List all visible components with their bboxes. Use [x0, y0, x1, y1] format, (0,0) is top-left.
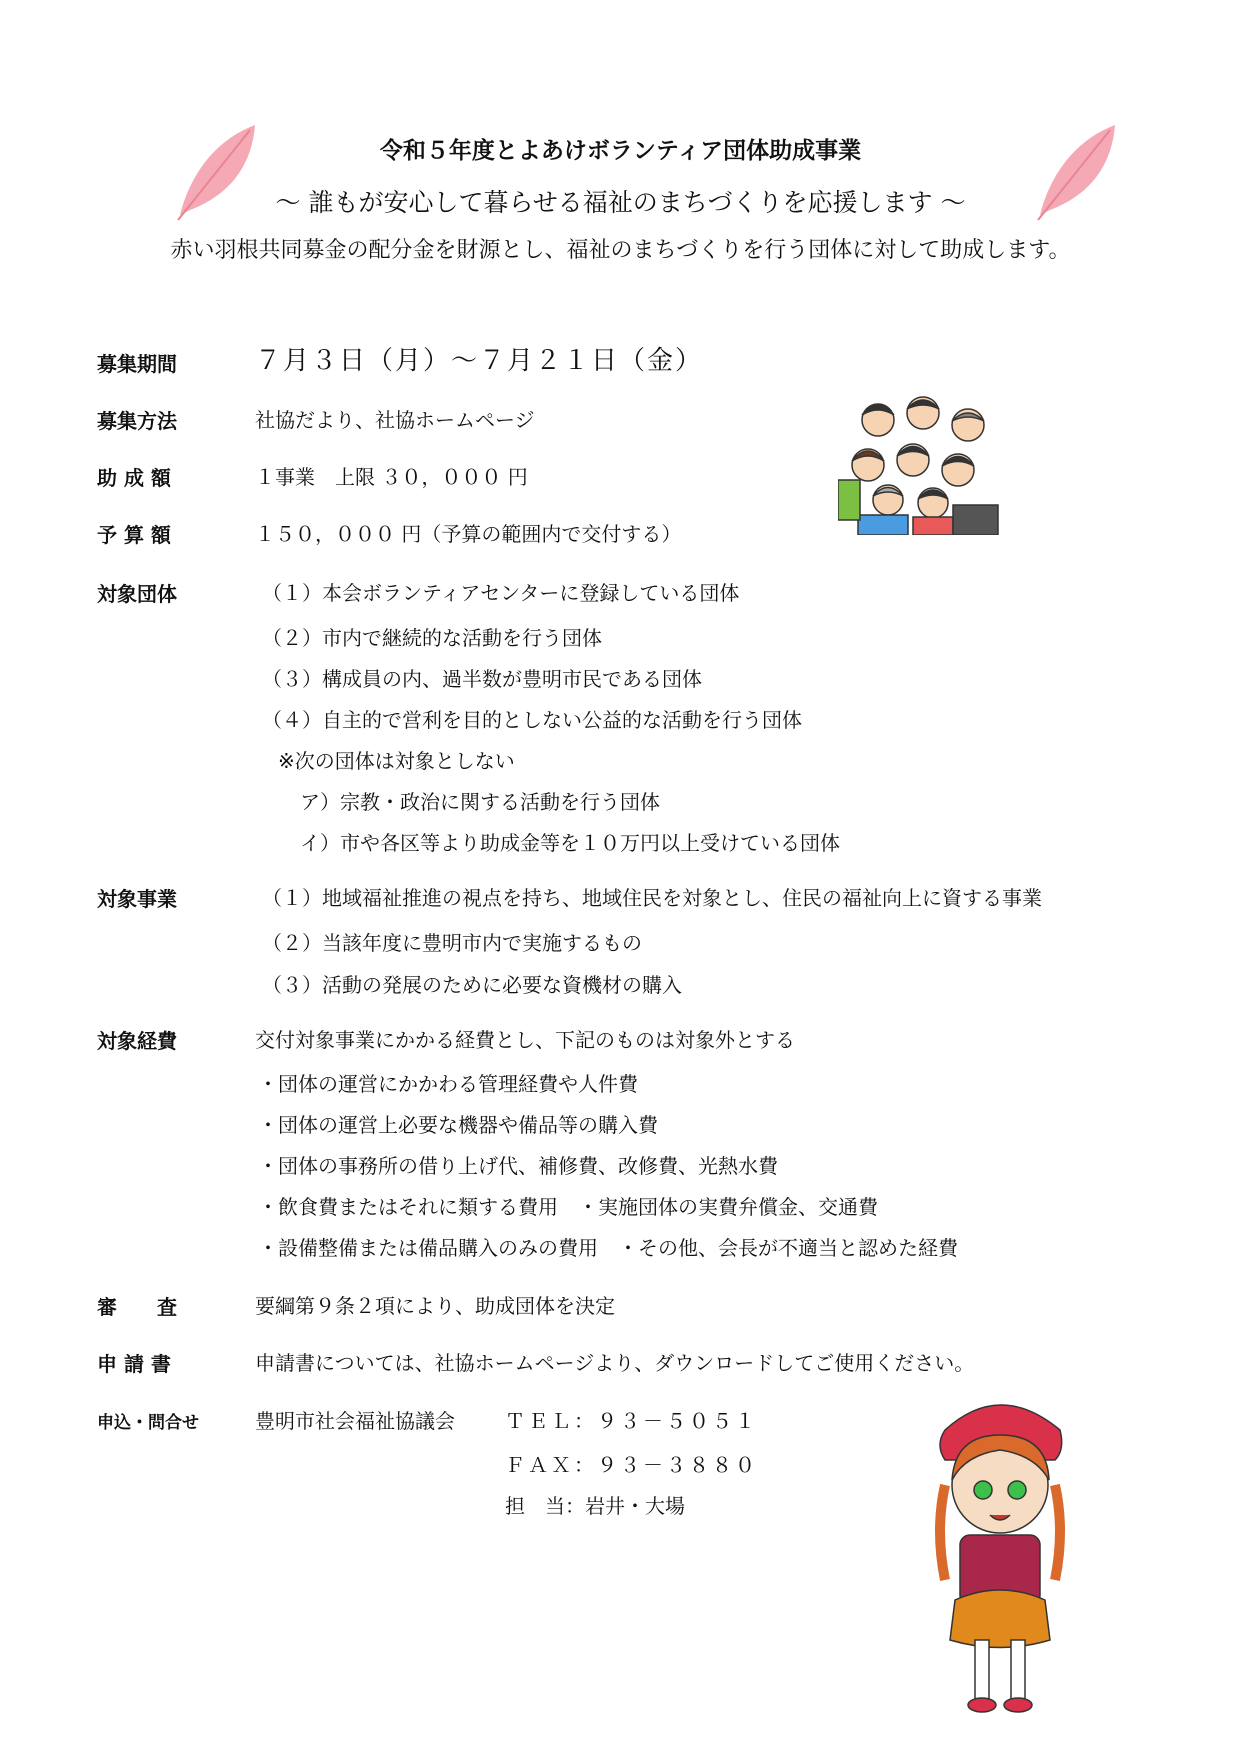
- contact-label: 申込・問合せ: [97, 1413, 199, 1433]
- document-title: 令和５年度とよあけボランティア団体助成事業: [379, 138, 862, 164]
- application-label: 申 請 書: [97, 1352, 171, 1376]
- target-groups-label: 対象団体: [97, 582, 177, 606]
- target-projects-label: 対象事業: [97, 887, 177, 911]
- target-project-item: （３）活動の発展のために必要な資機材の購入: [262, 973, 682, 997]
- target-group-exclusion: イ）市や各区等より助成金等を１０万円以上受けている団体: [300, 831, 840, 855]
- review-label: 審 査: [97, 1295, 177, 1319]
- target-cost-item: ・団体の事務所の借り上げ代、補修費、改修費、光熱水費: [258, 1154, 778, 1178]
- target-costs-label: 対象経費: [97, 1029, 177, 1053]
- period-label: 募集期間: [97, 352, 177, 376]
- document-subtitle: ～ 誰もが安心して暮らせる福祉のまちづくりを応援します ～: [275, 188, 966, 217]
- volunteer-group-illustration: [838, 385, 1008, 535]
- method-value: 社協だより、社協ホームページ: [255, 408, 535, 432]
- review-value: 要綱第９条２項により、助成団体を決定: [255, 1294, 615, 1318]
- budget-value: １５０，０００ 円（予算の範囲内で交付する）: [255, 522, 682, 546]
- target-cost-item: ・飲食費またはそれに類する費用 ・実施団体の実費弁償金、交通費: [258, 1195, 878, 1219]
- target-costs-intro: 交付対象事業にかかる経費とし、下記のものは対象外とする: [255, 1028, 795, 1052]
- period-value: ７月３日（月）～７月２１日（金）: [255, 346, 704, 376]
- contact-fax: ＦＡＸ：９３－３８８０: [505, 1453, 758, 1477]
- application-value: 申請書については、社協ホームページより、ダウンロードしてご使用ください。: [255, 1351, 975, 1375]
- target-project-item: （２）当該年度に豊明市内で実施するもの: [262, 931, 642, 955]
- amount-label: 助 成 額: [97, 466, 171, 490]
- target-group-item: （３）構成員の内、過半数が豊明市民である団体: [262, 667, 702, 691]
- target-project-item: （１）地域福祉推進の視点を持ち、地域住民を対象とし、住民の福祉向上に資する事業: [262, 886, 1042, 910]
- method-label: 募集方法: [97, 409, 177, 433]
- mascot-illustration: [915, 1390, 1085, 1730]
- lead-text: 赤い羽根共同募金の配分金を財源とし、福祉のまちづくりを行う団体に対して助成します。: [170, 238, 1071, 263]
- contact-staff: 担 当：岩井・大場: [505, 1494, 685, 1518]
- target-group-exclusion: ア）宗教・政治に関する活動を行う団体: [300, 790, 660, 814]
- target-cost-item: ・団体の運営にかかわる管理経費や人件費: [258, 1072, 638, 1096]
- amount-value: １事業 上限 ３０，０００ 円: [255, 465, 528, 489]
- target-cost-item: ・団体の運営上必要な機器や備品等の購入費: [258, 1113, 658, 1137]
- target-group-item: （４）自主的で営利を目的としない公益的な活動を行う団体: [262, 708, 802, 732]
- target-group-note: ※次の団体は対象としない: [278, 749, 515, 773]
- target-group-item: （２）市内で継続的な活動を行う団体: [262, 626, 602, 650]
- target-group-item: （１）本会ボランティアセンターに登録している団体: [262, 581, 740, 605]
- contact-tel: ＴＥＬ：９３－５０５１: [505, 1409, 758, 1433]
- contact-org: 豊明市社会福祉協議会: [255, 1409, 455, 1433]
- target-cost-item: ・設備整備または備品購入のみの費用 ・その他、会長が不適当と認めた経費: [258, 1236, 958, 1260]
- budget-label: 予 算 額: [97, 523, 171, 547]
